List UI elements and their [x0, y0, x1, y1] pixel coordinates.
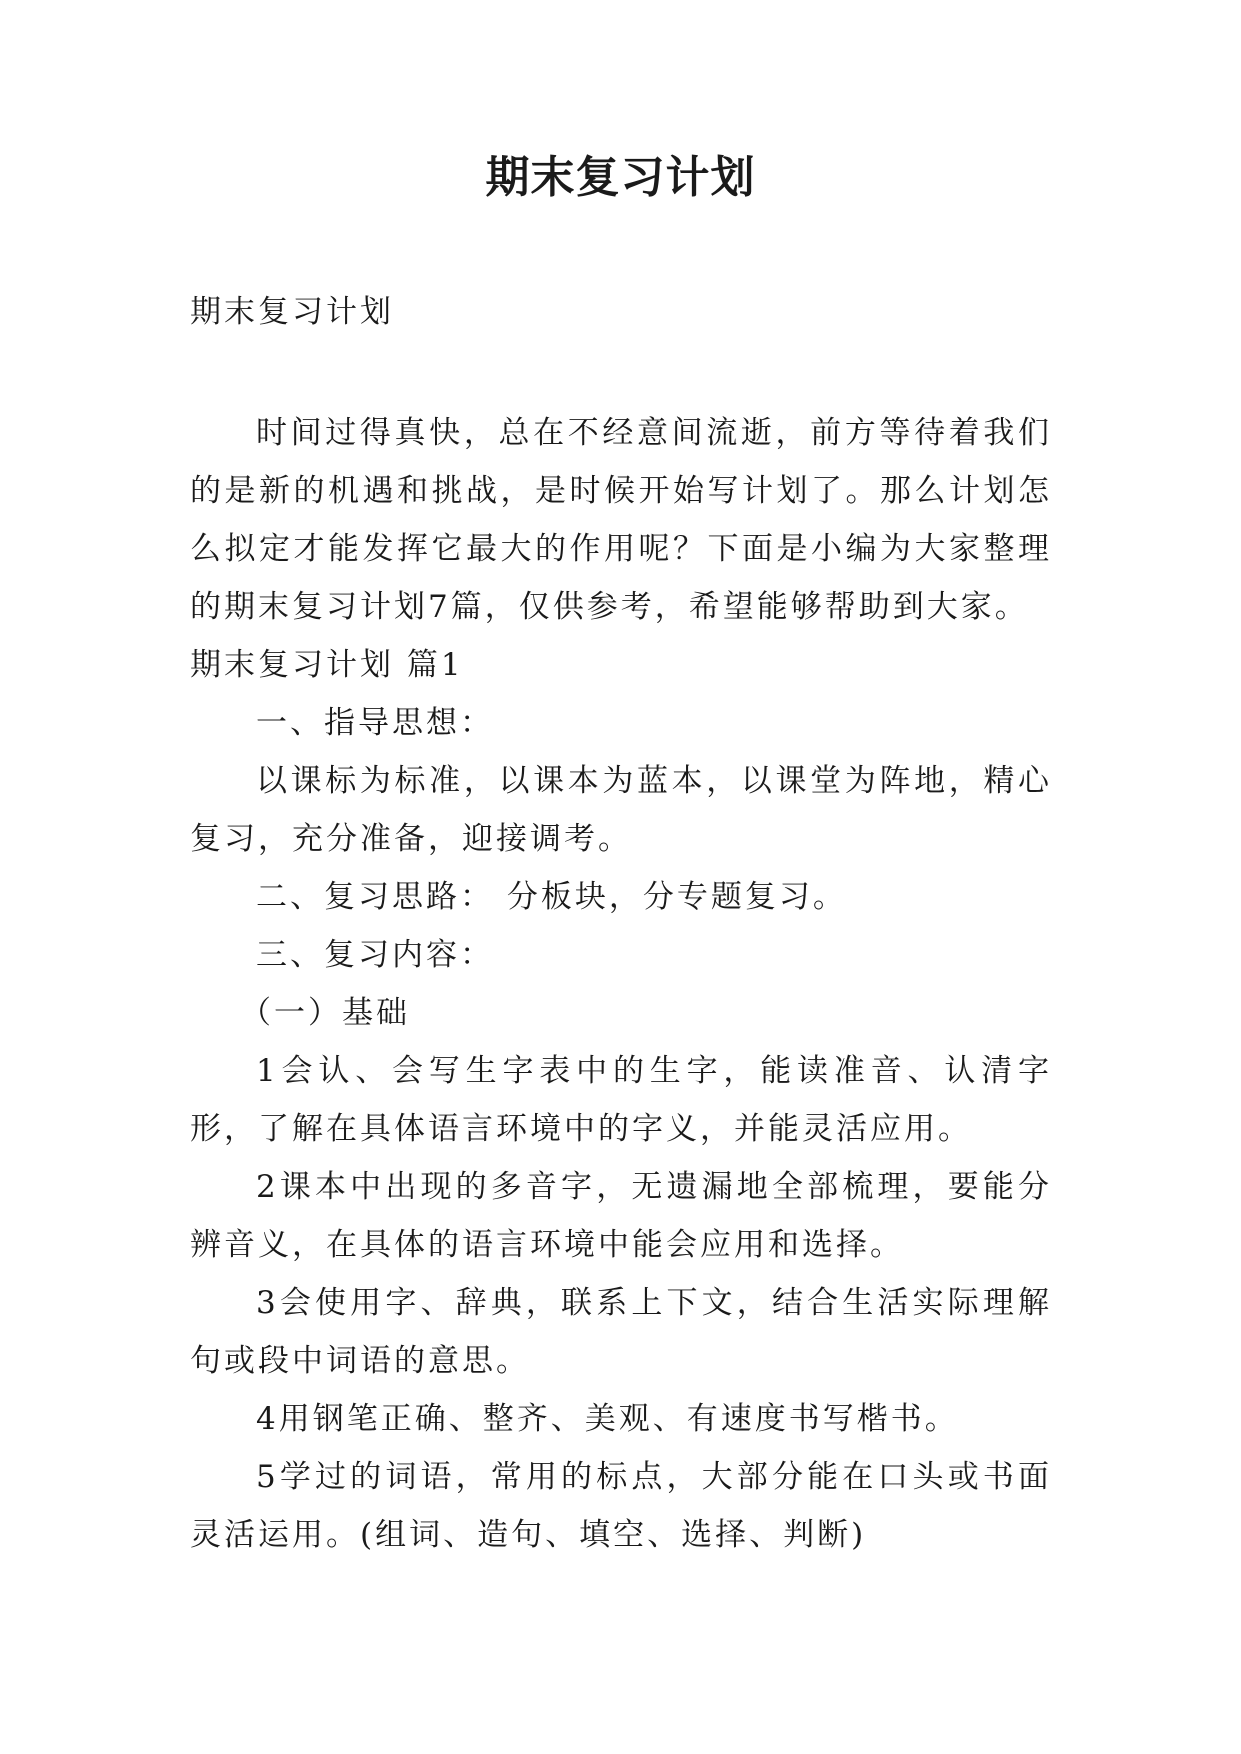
content-heading: 三、复习内容：: [256, 937, 494, 973]
guiding-paragraph: 以课标为标准，以课本为蓝本，以课堂为阵地，精心复习，充分准备，迎接调考。: [190, 763, 1052, 857]
document-title: 期末复习计划: [485, 152, 756, 203]
guiding-heading: 一、指导思想：: [256, 705, 494, 741]
list-item: 1会认、会写生字表中的生字，能读准音、认清字形，了解在具体语言环境中的字义，并能灵活应用。: [190, 1053, 1052, 1147]
document-body: [190, 404, 1052, 1564]
basics-heading: （一）基础: [240, 995, 410, 1031]
list-item: 2课本中出现的多音字，无遗漏地全部梳理，要能分辨音义，在具体的语言环境中能会应用和选择。: [190, 1169, 1052, 1263]
section-heading: 期末复习计划 篇1: [190, 647, 464, 683]
list-item: 5学过的词语，常用的标点，大部分能在口头或书面灵活运用。(组词、造句、填空、选择、判断): [190, 1459, 1052, 1553]
list-item: 4用钢笔正确、整齐、美观、有速度书写楷书。: [256, 1401, 959, 1437]
intro-paragraph: 时间过得真快，总在不经意间流逝，前方等待着我们的是新的机遇和挑战，是时候开始写计划了。那么计划怎么拟定才能发挥它最大的作用呢？下面是小编为大家整理的期末复习计划7篇，仅供参考，希望能够帮助到大家。: [190, 415, 1052, 625]
list-item: 3会使用字、辞典，联系上下文，结合生活实际理解句或段中词语的意思。: [190, 1285, 1052, 1379]
approach-paragraph: 二、复习思路： 分板块，分专题复习。: [256, 879, 847, 915]
document-subtitle: 期末复习计划: [190, 294, 394, 330]
